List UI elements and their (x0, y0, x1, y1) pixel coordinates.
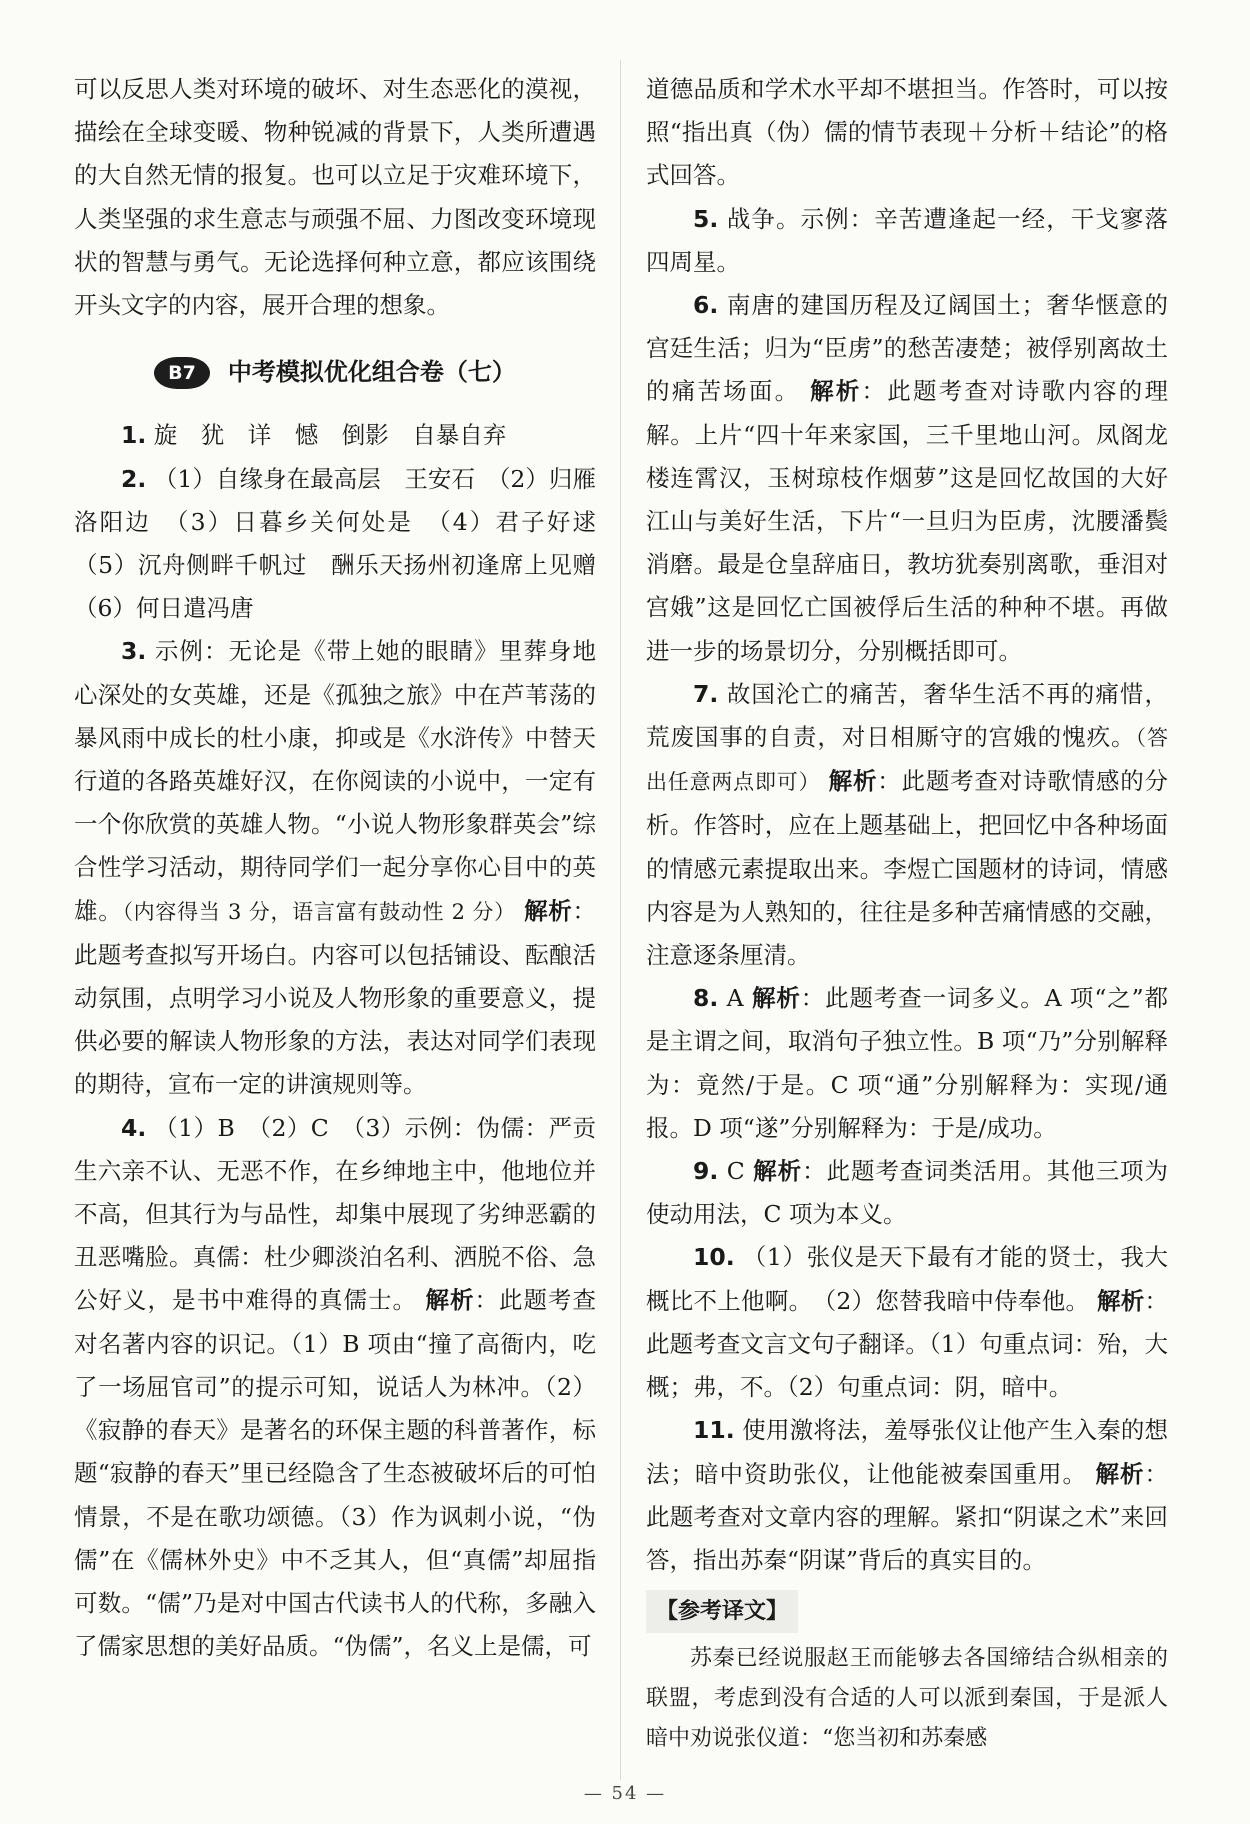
answer-9: 9. C 解析：此题考查词类活用。其他三项为使动用法，C 项为本义。 (646, 1157, 1168, 1229)
left-column (74, 68, 620, 1668)
column-divider (620, 60, 621, 1780)
analysis-label: 解析 (1095, 1459, 1145, 1488)
answer-3: 3. 示例：无论是《带上她的眼睛》里葬身地心深处的女英雄，还是《孤独之旅》中在芦苇荡的暴风雨中成长的杜小康，抑或是《水浒传》中替天行道的各路英雄好汉，在你阅读的小说中，一定有一个你欣赏的英雄人物。“小说人物形象群英会”综合性学习活动，期待同学们一起分享你心目中的英雄。（内容得当 3 分，语言富有鼓动性 2 分） 解析：此题考查拟写开场白。内容可以包括铺设、酝酿活动氛围，点明学习小说及人物形象的重要意义，提供必要的解读人物形象的方法，表达对同学们表现的期待，宣布一定的讲演规则等。 (74, 637, 597, 1099)
analysis-label: 解析 (753, 1157, 803, 1186)
answer-5: 5. 战争。示例：辛苦遭逢起一经，干戈寥落四周星。 (646, 204, 1168, 276)
answer-1: 1. 旋 犹 详 憾 倒影 自暴自弃 (121, 421, 507, 450)
analysis-label: 解析 (425, 1286, 475, 1315)
reference-translation-title: 【参考译文】 (646, 1590, 798, 1633)
section-heading (74, 351, 596, 394)
answer-7: 7. 故国沦亡的痛苦，奢华生活不再的痛惜，荒废国事的自责，对日相厮守的宫娥的愧疚。（答出任意两点即可） 解析：此题考查对诗歌情感的分析。作答时，应在上题基础上，把回忆中各种场面的情感元素提取出来。李煜亡国题材的诗词，情感内容是为人熟知的，往往是多种苦痛情感的交融，注意逐条厘清。 (646, 679, 1169, 970)
reference-translation-text: 苏秦已经说服赵王而能够去各国缔结合纵相亲的联盟，考虑到没有合适的人可以派到秦国，于是派人暗中劝说张仪道：“您当初和苏秦感 (646, 1646, 1168, 1752)
analysis-label: 解析 (524, 896, 573, 925)
analysis-label: 解析 (810, 377, 862, 406)
analysis-label: 解析 (751, 984, 801, 1013)
answer-10: 10. （1）张仪是天下最有才能的贤士，我大概比不上他啊。 （2）您替我暗中侍奉他。 解析：此题考查文言文句子翻译。（1）句重点词：殆，大概；弗，不。（2）句重点词：阴，暗中。 (646, 1243, 1168, 1402)
answer-2: 2. （1）自缘身在最高层 王安石 （2）归雁洛阳边 （3）日暮乡关何处是 （4）君子好逑 （5）沉舟侧畔千帆过 酬乐天扬州初逢席上见赠 （6）何日遣冯唐 (74, 464, 620, 623)
right-column (646, 68, 1168, 1759)
answer-8: 8. A 解析：此题考查一词多义。A 项“之”都是主谓之间，取消句子独立性。B 项“乃”分别解释为：竟然/于是。C 项“通”分别解释为：实现/通报。D 项“遂”分别解释为：于是/成功。 (646, 984, 1168, 1142)
analysis-label: 解析 (1096, 1286, 1145, 1315)
page-number: — 54 — (583, 1783, 667, 1804)
answer-6: 6. 南唐的建国历程及辽阔国土；奢华惬意的宫廷生活；归为“臣虏”的愁苦凄楚；被俘别离故土的痛苦场面。 解析：此题考查对诗歌内容的理解。上片“四十年来家国，三千里地山河。凤阁龙楼连霄汉，玉树琼枝作烟萝”这是回忆故国的大好江山与美好生活，下片“一旦归为臣虏，沈腰潘鬓消磨。最是仓皇辞庙日，教坊犹奏别离歌，垂泪对宫娥”这是回忆亡国被俘后生活的种种不堪。再做进一步的场景切分，分别概括即可。 (646, 291, 1168, 665)
section-title: 中考模拟优化组合卷（七） (227, 358, 516, 387)
intro-paragraph: 可以反思人类对环境的破坏、对生态恶化的漠视，描绘在全球变暖、物种锐减的背景下，人类所遭遇的大自然无情的报复。也可以立足于灾难环境下，人类坚强的求生意志与顽强不屈、力图改变环境现状的智慧与勇气。无论选择何种立意，都应该围绕开头文字的内容，展开合理的想象。 (74, 75, 596, 320)
answer-4: 4. （1）B （2）C （3）示例：伪儒：严贡生六亲不认、无恶不作，在乡绅地主中，他地位并不高，但其行为与品性，却集中展现了劣绅恶霸的丑恶嘴脸。真儒：杜少卿淡泊名利、洒脱不俗、急公好义，是书中难得的真儒士。 解析：此题考查对名著内容的识记。（1）B 项由“撞了高衙内，吃了一场屈官司”的提示可知，说话人为林冲。（2）《寂静的春天》是著名的环保主题的科普著作，标题“寂静的春天”里已经隐含了生态被破坏后的可怕情景，不是在歌功颂德。（3）作为讽刺小说，“伪儒”在《儒林外史》中不乏其人，但“真儒”却屈指可数。“儒”乃是对中国古代读书人的代称，多融入了儒家思想的美好品质。“伪儒”，名义上是儒，可 (74, 1113, 597, 1661)
section-badge: B7 (154, 357, 210, 389)
analysis-label: 解析 (828, 767, 878, 796)
answer-11: 11. 使用激将法，羞辱张仪让他产生入秦的想法；暗中资助张仪，让他能被秦国重用。 解析：此题考查对文章内容的理解。紧扣“阴谋之术”来回答，指出苏秦“阴谋”背后的真实目的。 (646, 1416, 1169, 1574)
continued-paragraph: 道德品质和学术水平却不堪担当。作答时，可以按照“指出真（伪）儒的情节表现＋分析＋结论”的格式回答。 (646, 75, 1168, 190)
